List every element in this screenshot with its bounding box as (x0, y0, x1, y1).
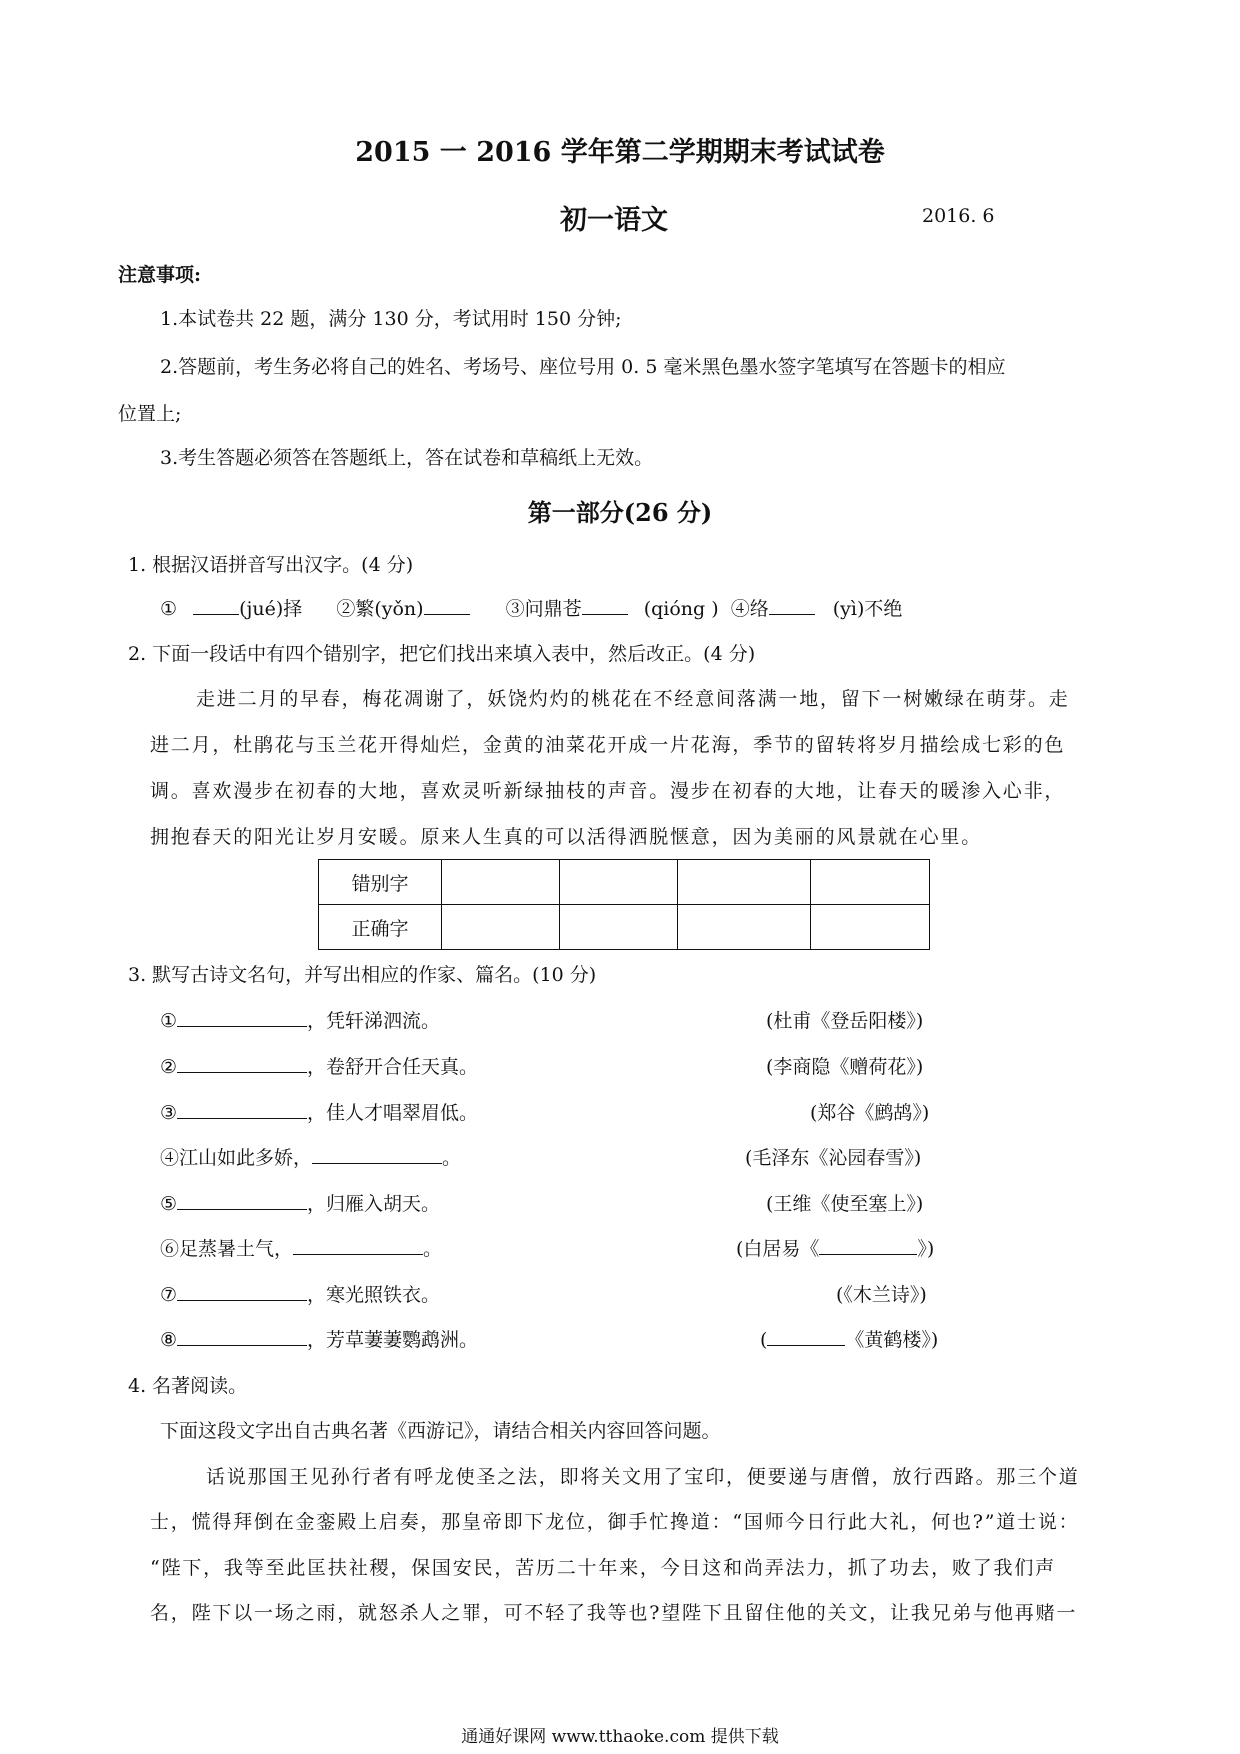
poem-prefix: ② (160, 1056, 178, 1078)
q1-d-suffix: (yì)不绝 (832, 598, 903, 620)
poem-item (160, 1234, 442, 1261)
poem-suffix: 。 (423, 1238, 443, 1260)
answer-cell[interactable] (560, 905, 678, 950)
question-stem: 3. 默写古诗文名句，并写出相应的作家、篇名。(10 分) (128, 964, 597, 986)
subject-title: 初一语文 (560, 205, 668, 236)
poem-prefix: ④江山如此多娇， (160, 1147, 313, 1169)
poem-source: (王维《使至塞上》) (766, 1193, 924, 1215)
source-suffix: 《黄鹤楼》) (845, 1329, 939, 1351)
q1-c-prefix: ③问鼎苍 (505, 598, 582, 620)
passage-line: 拥抱春天的阳光让岁月安暖。原来人生真的可以活得洒脱惬意，因为美丽的风景就在心里。 (150, 826, 983, 848)
passage-line: 士，慌得拜倒在金銮殿上启奏，那皇帝即下龙位，御手忙搀道：“国师今日行此大礼，何也?”道士说： (150, 1511, 1080, 1533)
part-heading: 第一部分(26 分) (527, 498, 713, 527)
notice-item: 1.本试卷共 22 题，满分 130 分，考试用时 150 分钟; (160, 308, 622, 330)
poem-source (736, 1234, 934, 1261)
exam-date: 2016. 6 (922, 205, 995, 227)
passage-line: 进二月，杜鹃花与玉兰花开得灿烂，金黄的油菜花开成一片花海，季节的留转将岁月描绘成七彩的色 (150, 734, 1066, 756)
source-prefix: (白居易《 (736, 1238, 820, 1260)
answer-cell[interactable] (678, 860, 811, 905)
notice-item: 2.答题前，考生务必将自己的姓名、考场号、座位号用 0. 5 毫米黑色墨水签字笔填写在答题卡的相应 (160, 356, 1006, 378)
poem-prefix: ⑧ (160, 1329, 178, 1351)
poem-prefix: ⑥足蒸暑土气， (160, 1238, 294, 1260)
answer-blank[interactable] (424, 596, 470, 615)
row-header: 错别字 (319, 860, 442, 905)
poem-prefix: ③ (160, 1102, 178, 1124)
row-header: 正确字 (319, 905, 442, 950)
poem-prefix: ① (160, 1010, 178, 1032)
poem-item (160, 1143, 461, 1170)
poem-source: (《木兰诗》) (836, 1284, 927, 1306)
q1-b-prefix: ②繁(yǒn) (336, 598, 424, 620)
q1-d-prefix: ④络 (730, 598, 769, 620)
answer-cell[interactable] (678, 905, 811, 950)
passage-line: 调。喜欢漫步在初春的大地，喜欢灵听新绿抽枝的声音。漫步在初春的大地，让春天的暖渗入心非， (150, 780, 1066, 802)
answer-cell[interactable] (811, 905, 930, 950)
exam-title: 2015 一 2016 学年第二学期期末考试试卷 (355, 137, 885, 168)
passage-line: “陛下，我等至此匡扶社稷，保国安民，苦历二十年来，今日这和尚弄法力，抓了功去，败了我们声 (150, 1557, 1056, 1579)
notice-item: 位置上; (118, 403, 182, 425)
q1-c-suffix: (qióng ) (643, 598, 719, 620)
poem-source: (毛泽东《沁园春雪》) (745, 1147, 922, 1169)
question-intro: 下面这段文字出自古典名著《西游记》，请结合相关内容回答问题。 (160, 1420, 721, 1442)
table-row (319, 905, 930, 950)
poem-prefix: ⑤ (160, 1193, 178, 1215)
poem-source: (李商隐《赠荷花》) (766, 1056, 924, 1078)
poem-prefix: ⑦ (160, 1284, 178, 1306)
q1-a-prefix: ① (160, 598, 178, 620)
notice-item: 3.考生答题必须答在答题纸上，答在试卷和草稿纸上无效。 (160, 447, 654, 469)
answer-cell[interactable] (811, 860, 930, 905)
passage-line: 走进二月的早春，梅花凋谢了，妖饶灼灼的桃花在不经意间落满一地，留下一树嫩绿在萌芽。走 (196, 688, 1070, 710)
poem-suffix: ，佳人才唱翠眉低。 (307, 1102, 479, 1124)
poem-suffix: ，寒光照铁衣。 (307, 1284, 441, 1306)
poem-item (160, 1098, 478, 1125)
poem-item (160, 1006, 440, 1033)
poem-source (760, 1325, 938, 1352)
answer-blank[interactable] (177, 1282, 307, 1301)
answer-blank[interactable] (193, 596, 239, 615)
error-correction-table (318, 859, 930, 950)
source-suffix: 》) (917, 1238, 935, 1260)
poem-suffix: ，芳草萋萋鹦鹉洲。 (307, 1329, 479, 1351)
poem-suffix: ，凭轩涕泗流。 (307, 1010, 441, 1032)
answer-blank[interactable] (767, 1327, 845, 1346)
answer-blank[interactable] (177, 1008, 307, 1027)
answer-blank[interactable] (177, 1054, 307, 1073)
answer-blank[interactable] (177, 1100, 307, 1119)
table-row (319, 860, 930, 905)
answer-blank[interactable] (819, 1236, 917, 1255)
question-stem: 4. 名著阅读。 (128, 1375, 248, 1397)
passage-line: 话说那国王见孙行者有呼龙使圣之法，即将关文用了宝印，便要递与唐僧，放行西路。那三个道 (206, 1466, 1080, 1488)
poem-item (160, 1280, 440, 1307)
poem-suffix: ，归雁入胡天。 (307, 1193, 441, 1215)
q1-answer-line (160, 594, 902, 621)
poem-item (160, 1325, 478, 1352)
answer-blank[interactable] (312, 1145, 442, 1164)
answer-blank[interactable] (582, 596, 628, 615)
passage-line: 名，陛下以一场之雨，就怒杀人之罪，可不轻了我等也?望陛下且留住他的关文，让我兄弟与他再赌一 (150, 1602, 1078, 1624)
answer-cell[interactable] (560, 860, 678, 905)
poem-suffix: 。 (442, 1147, 462, 1169)
answer-cell[interactable] (442, 860, 560, 905)
footer-credit: 通通好课网 www.tthaoke.com 提供下载 (461, 1727, 779, 1747)
poem-suffix: ，卷舒开合任天真。 (307, 1056, 479, 1078)
poem-source: (杜甫《登岳阳楼》) (766, 1010, 924, 1032)
q1-a-suffix: (jué)择 (239, 598, 303, 620)
answer-cell[interactable] (442, 905, 560, 950)
question-stem: 1. 根据汉语拼音写出汉字。(4 分) (128, 554, 414, 576)
poem-item (160, 1052, 478, 1079)
answer-blank[interactable] (769, 596, 815, 615)
notice-heading: 注意事项: (118, 264, 202, 286)
answer-blank[interactable] (293, 1236, 423, 1255)
question-stem: 2. 下面一段话中有四个错别字，把它们找出来填入表中，然后改正。(4 分) (128, 643, 756, 665)
answer-blank[interactable] (177, 1191, 307, 1210)
source-prefix: ( (760, 1329, 768, 1351)
poem-source: (郑谷《鹧鸪》) (810, 1102, 930, 1124)
poem-item (160, 1189, 440, 1216)
answer-blank[interactable] (177, 1327, 307, 1346)
